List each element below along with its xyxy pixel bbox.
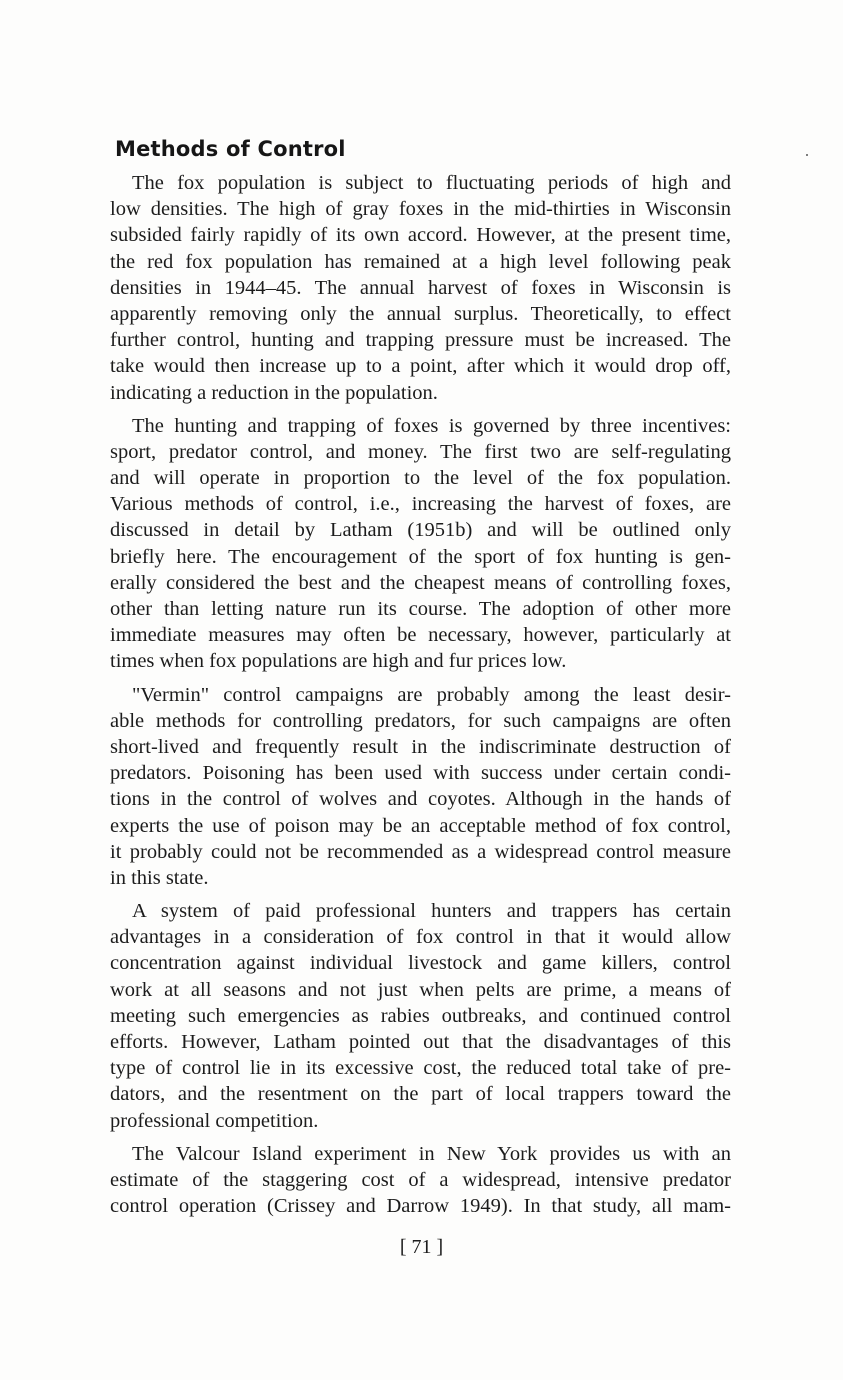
text-line: take would then increase up to a point, after which it would drop off,: [110, 355, 731, 378]
text-line: discussed in detail by Latham (1951b) and will be outlined only: [110, 519, 731, 542]
text-line: efforts. However, Latham pointed out that the disadvantages of this: [110, 1031, 731, 1053]
text-line: estimate of the staggering cost of a widespread, intensive predator: [110, 1168, 731, 1191]
page-speck: [806, 154, 808, 156]
text-line: in this state.: [110, 866, 209, 889]
text-line: times when fox populations are high and fur prices low.: [110, 650, 567, 673]
paragraph: [110, 898, 731, 1134]
text-line: densities in 1944–45. The annual harvest of foxes in Wisconsin is: [110, 276, 731, 299]
page-number: [ 71 ]: [399, 1236, 444, 1258]
text-line: low densities. The high of gray foxes in the mid-thirties in Wisconsin: [110, 198, 731, 221]
text-line: it probably could not be recommended as a widespread control measure: [110, 840, 731, 863]
text-line: A system of paid professional hunters and trappers has certain: [132, 900, 731, 923]
text-line: Various methods of control, i.e., increasing the harvest of foxes, are: [110, 493, 731, 516]
paragraph: [110, 413, 731, 675]
text-line: work at all seasons and not just when pelts are prime, a means of: [110, 978, 731, 1001]
text-line: the red fox population has remained at a high level following peak: [110, 250, 731, 273]
text-line: sport, predator control, and money. The first two are self-regulating: [110, 440, 731, 463]
paragraph: [110, 682, 731, 892]
paragraph: [110, 170, 731, 406]
text-line: tions in the control of wolves and coyotes. Although in the hands of: [110, 788, 731, 811]
text-line: advantages in a consideration of fox control in that it would allow: [110, 926, 731, 949]
text-line: able methods for controlling predators, for such campaigns are often: [110, 709, 731, 732]
text-line: control operation (Crissey and Darrow 1949). In that study, all mam-: [110, 1195, 731, 1218]
text-line: short-lived and frequently result in the indiscriminate destruction of: [110, 735, 731, 758]
text-line: type of control lie in its excessive cost, the reduced total take of pre-: [110, 1057, 731, 1080]
text-line: concentration against individual livestock and game killers, control: [110, 952, 731, 975]
text-line: indicating a reduction in the population.: [110, 381, 438, 404]
text-line: predators. Poisoning has been used with success under certain condi-: [110, 762, 731, 785]
text-line: The fox population is subject to fluctuating periods of high and: [132, 172, 731, 194]
paragraph: [110, 1141, 731, 1220]
text-line: apparently removing only the annual surplus. Theoretically, to effect: [110, 302, 731, 325]
text-line: other than letting nature run its course. The adoption of other more: [110, 598, 731, 620]
text-line: dators, and the resentment on the part of local trappers toward the: [110, 1083, 731, 1106]
text-line: meeting such emergencies as rabies outbreaks, and continued control: [110, 1004, 731, 1027]
text-line: "Vermin" control campaigns are probably among the least desir-: [132, 683, 731, 706]
text-line: immediate measures may often be necessary, however, particularly at: [110, 624, 731, 647]
text-line: professional competition.: [110, 1109, 319, 1132]
text-line: The Valcour Island experiment in New York provides us with an: [132, 1142, 731, 1165]
text-line: briefly here. The encouragement of the sport of fox hunting is gen-: [110, 545, 731, 568]
text-line: The hunting and trapping of foxes is governed by three incentives:: [132, 414, 731, 437]
text-line: further control, hunting and trapping pressure must be increased. The: [110, 329, 731, 352]
text-line: and will operate in proportion to the level of the fox population.: [110, 467, 731, 490]
text-line: experts the use of poison may be an acceptable method of fox control,: [110, 814, 731, 837]
section-heading: Methods of Control: [115, 137, 346, 161]
text-line: subsided fairly rapidly of its own accord. However, at the present time,: [110, 224, 731, 247]
body-text: [110, 170, 731, 1219]
text-line: erally considered the best and the cheapest means of controlling foxes,: [110, 571, 731, 594]
